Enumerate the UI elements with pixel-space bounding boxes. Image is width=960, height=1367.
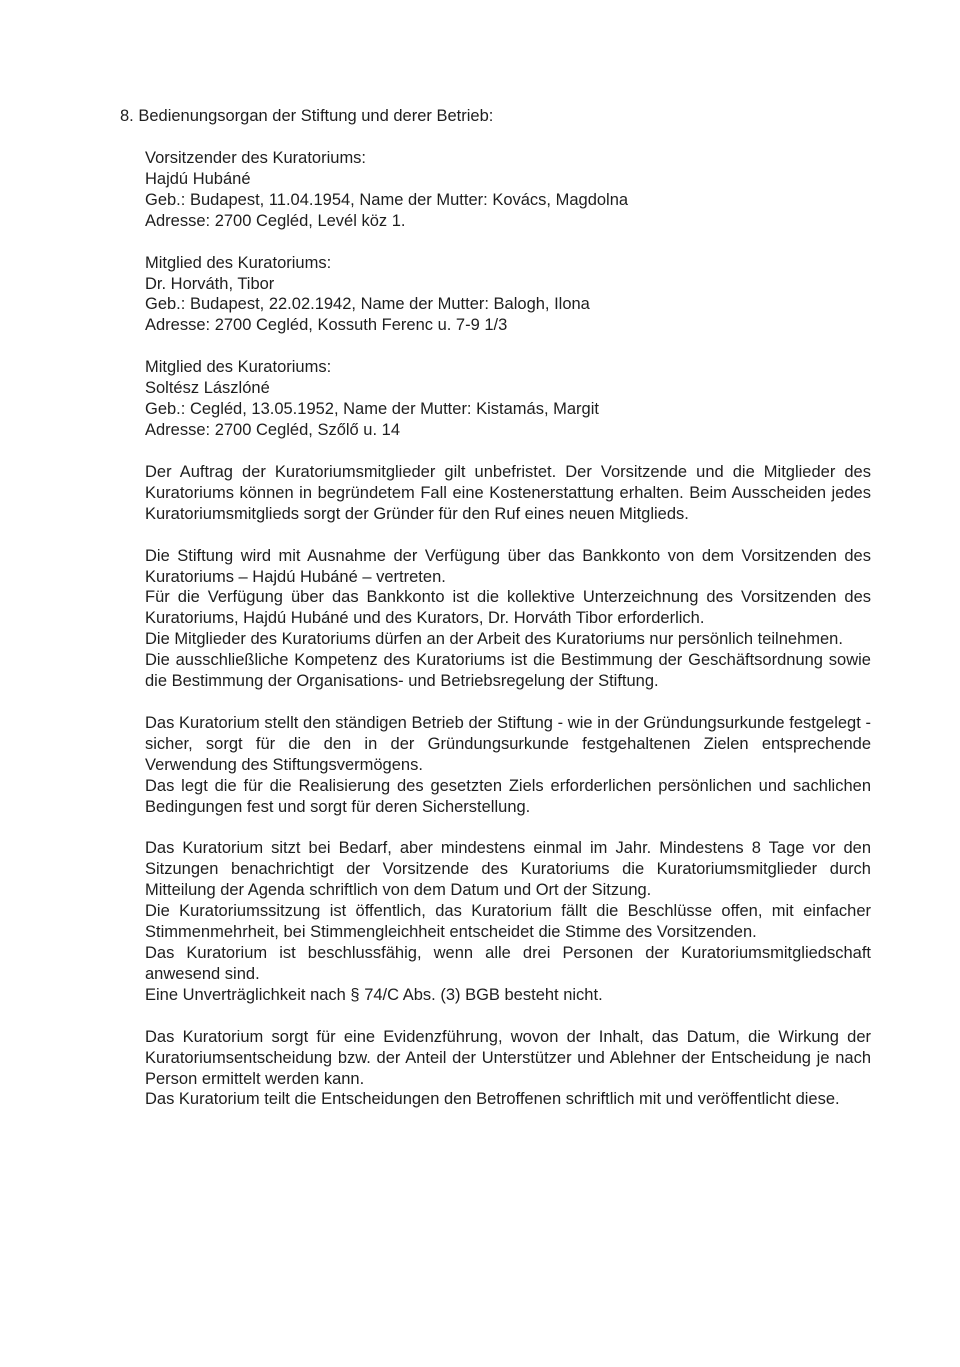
member-birth: Geb.: Cegléd, 13.05.1952, Name der Mutter: Kistamás, Margit <box>145 400 599 419</box>
member-name: Hajdú Hubáné <box>145 169 251 188</box>
paragraph: Die Stiftung wird mit Ausnahme der Verfügung über das Bankkonto von dem Vorsitzenden des Kuratoriums – Hajdú Hubáné – vertreten. <box>145 546 871 586</box>
paragraph: Die Mitglieder des Kuratoriums dürfen an der Arbeit des Kuratoriums nur persönlich teilnehmen. <box>145 630 843 649</box>
member-role: Mitglied des Kuratoriums: <box>145 253 332 272</box>
section-heading: 8. Bedienungsorgan der Stiftung und derer Betrieb: <box>120 107 494 125</box>
section-records <box>145 1027 871 1111</box>
spacer <box>145 1006 871 1027</box>
paragraph: Das Kuratorium teilt die Entscheidungen den Betroffenen schriftlich mit und veröffentlicht diese. <box>145 1090 840 1109</box>
spacer <box>145 441 871 462</box>
member-birth: Geb.: Budapest, 11.04.1954, Name der Mutter: Kovács, Magdolna <box>145 190 629 209</box>
member-block-3 <box>145 357 871 441</box>
paragraph: Für die Verfügung über das Bankkonto ist die kollektive Unterzeichnung des Vorsitzenden des Kuratoriums, Hajdú Hubáné und des Kurators, Dr. Horváth Tibor erforderlich. <box>145 588 871 628</box>
member-name: Dr. Horváth, Tibor <box>145 274 275 293</box>
paragraph: Die Kuratoriumssitzung ist öffentlich, das Kuratorium fällt die Beschlüsse offen, mit einfacher Stimmenmehrheit, bei Stimmengleichheit entscheidet die Stimme des Vorsitzenden. <box>145 902 871 942</box>
paragraph: Das legt die für die Realisierung des gesetzten Ziels erforderlichen persönlichen und sachlichen Bedingungen fest und sorgt für deren Sicherstellung. <box>145 776 871 816</box>
section-operation <box>145 713 871 818</box>
paragraph: Das Kuratorium sorgt für eine Evidenzführung, wovon der Inhalt, das Datum, die Wirkung der Kuratoriumsentscheidung bzw. der Anteil der Unterstützer und Ablehner der Entscheidung je nach Person ermittelt werden kann. <box>145 1027 871 1088</box>
paragraph: Das Kuratorium sitzt bei Bedarf, aber mindestens einmal im Jahr. Mindestens 8 Tage vor den Sitzungen benachrichtigt der Vorsitzende des Kuratoriums die Kuratoriumsmitglieder durch Mitteilung der Agenda schriftlich von dem Datum und Ort der Sitzung. <box>145 839 871 900</box>
spacer <box>145 525 871 546</box>
paragraph: Die ausschließliche Kompetenz des Kuratoriums ist die Bestimmung der Geschäftsordnung sowie die Bestimmung der Organisations- und Betriebsregelung der Stiftung. <box>145 651 871 691</box>
paragraph: Eine Unverträglichkeit nach § 74/C Abs. (3) BGB besteht nicht. <box>145 985 603 1004</box>
member-birth: Geb.: Budapest, 22.02.1942, Name der Mutter: Balogh, Ilona <box>145 295 590 314</box>
member-address: Adresse: 2700 Cegléd, Kossuth Ferenc u. 7-9 1/3 <box>145 316 508 335</box>
spacer <box>145 336 871 357</box>
spacer <box>145 692 871 713</box>
paragraph: Das Kuratorium ist beschlussfähig, wenn alle drei Personen der Kuratoriumsmitgliedschaft anwesend sind. <box>145 944 871 983</box>
spacer <box>145 817 871 838</box>
document-body <box>145 148 871 1110</box>
paragraph: Das Kuratorium stellt den ständigen Betrieb der Stiftung - wie in der Gründungsurkunde festgelegt - sicher, sorgt für die den in der Gründungsurkunde festgehaltenen Zielen entsprechende Verwendung des Stiftungsvermögens. <box>145 713 871 774</box>
member-address: Adresse: 2700 Cegléd, Levél köz 1. <box>145 211 406 230</box>
member-role: Vorsitzender des Kuratoriums: <box>145 149 367 167</box>
member-role: Mitglied des Kuratoriums: <box>145 358 332 377</box>
member-block-chair <box>145 148 871 232</box>
member-block-2 <box>145 253 871 337</box>
section-meetings <box>145 838 871 1005</box>
section-representation <box>145 546 871 692</box>
spacer <box>145 232 871 253</box>
paragraph: Der Auftrag der Kuratoriumsmitglieder gilt unbefristet. Der Vorsitzende und die Mitglieder des Kuratoriums können in begründetem Fall eine Kostenerstattung erhalten. Beim Ausscheiden jedes Kuratoriumsmitglieds sorgt der Gründer für den Ruf eines neuen Mitglieds. <box>145 462 871 523</box>
section-mandate <box>145 462 871 525</box>
member-address: Adresse: 2700 Cegléd, Szőlő u. 14 <box>145 420 401 439</box>
member-name: Soltész Lászlóné <box>145 379 270 398</box>
